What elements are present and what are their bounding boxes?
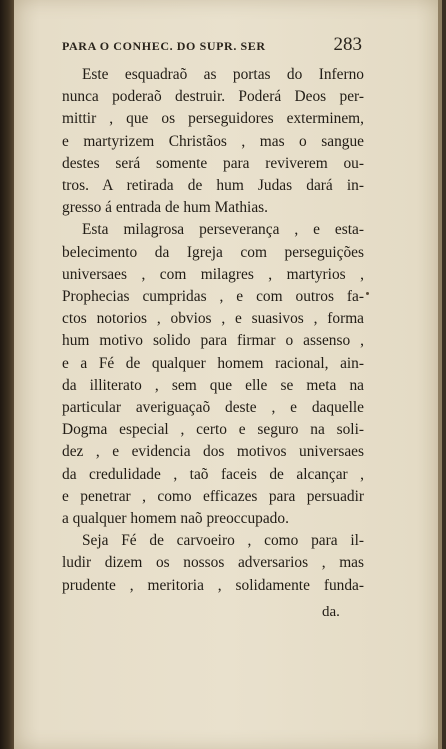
text-line: nunca poderaõ destruir. Poderá Deos per- (62, 88, 364, 106)
text-line: Esta milagrosa perseverança , e esta- (82, 221, 364, 239)
text-line: ludir dizem os nossos adversarios , mas (62, 554, 364, 572)
text-line: hum motivo solido para firmar o assenso , (62, 332, 364, 350)
text-line: gresso á entrada de hum Mathias. (62, 199, 269, 217)
text-line: e penetrar , como efficazes para persuadir (62, 487, 364, 505)
text-line: Dogma especial , certo e seguro na soli- (62, 421, 364, 439)
text-line: ctos notorios , obvios , e suasivos , forma (62, 310, 364, 328)
page-number: 283 (333, 34, 362, 55)
text-line: prudente , meritoria , solidamente funda- (62, 576, 364, 594)
ink-speck (366, 292, 369, 295)
text-line: da credulidade , taõ faceis de alcançar , (62, 465, 364, 483)
text-line: Prophecias cumpridas , e com outros fa- (62, 288, 364, 306)
text-line: universaes , com milagres , martyrios , (62, 265, 364, 283)
text-line: e a Fé de qualquer homem racional, ain- (62, 354, 364, 372)
text-line: a qualquer homem naõ preoccupado. (62, 510, 289, 528)
text-line: da illiterato , sem que elle se meta na (62, 376, 364, 394)
text-line: Este esquadraõ as portas do Inferno (82, 66, 364, 83)
text-line: e martyrizem Christãos , mas o sangue (62, 132, 364, 150)
text-line: dez , e evidencia dos motivos universaes (62, 443, 364, 461)
page-edge (438, 0, 442, 749)
text-line: belecimento da Igreja com perseguições (62, 243, 364, 261)
book-spine (0, 0, 14, 749)
page-header (62, 34, 362, 58)
catchword: da. (322, 604, 340, 620)
text-line: destes será somente para reviverem ou- (62, 154, 364, 172)
text-line: Seja Fé de carvoeiro , como para il- (82, 532, 364, 550)
body-text (62, 64, 364, 597)
running-head: PARA O CONHEC. DO SUPR. SER (62, 39, 266, 53)
text-line: particular averiguaçaõ deste , e daquelle (62, 399, 364, 417)
text-line: mittir , que os perseguidores exterminem, (62, 110, 364, 128)
text-line: tros. A retirada de hum Judas dará in- (62, 177, 364, 195)
